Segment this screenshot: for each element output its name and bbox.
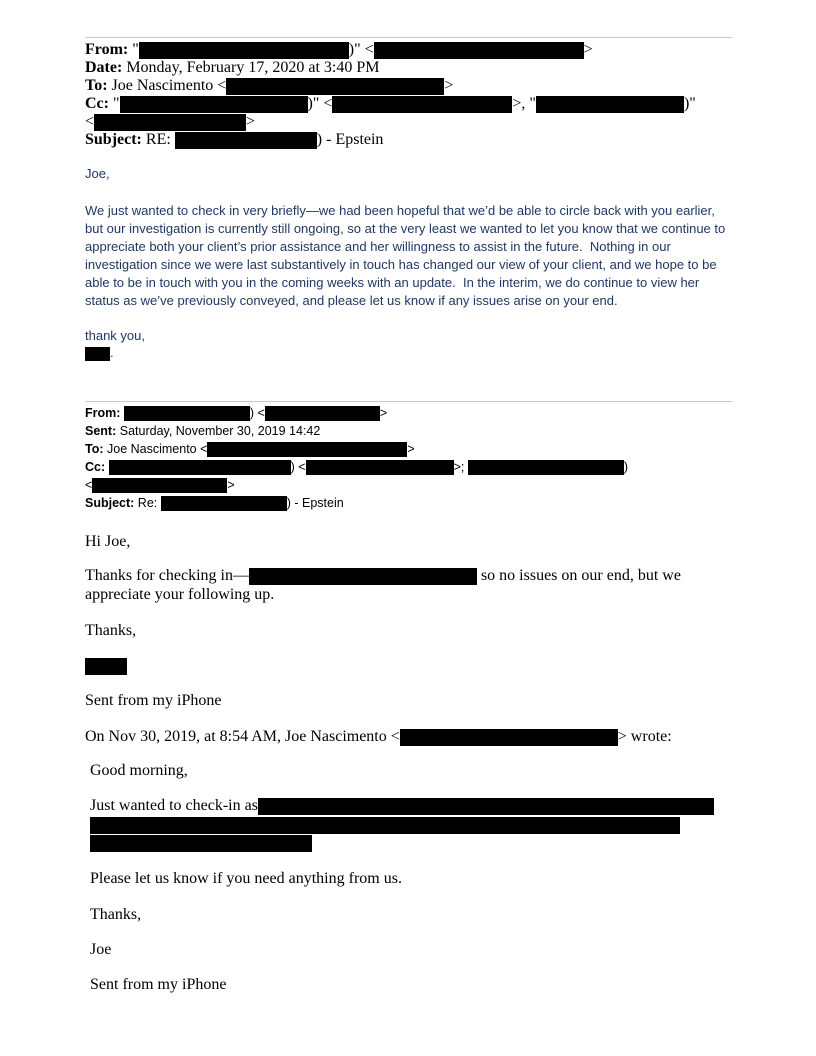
- to-value: Joe Nascimento <: [107, 442, 208, 456]
- redaction: [175, 132, 317, 149]
- quote-header-text: On Nov 30, 2019, at 8:54 AM, Joe Nascimento <: [85, 728, 400, 745]
- redaction: [161, 496, 287, 511]
- cc-open: <: [85, 478, 93, 492]
- cc-close: >: [246, 113, 256, 130]
- redaction: [249, 568, 477, 585]
- redaction: [139, 42, 349, 59]
- quoted-line-2: [90, 816, 680, 834]
- redaction: [207, 442, 407, 457]
- signature-period: .: [110, 345, 114, 360]
- from-separator: ) <: [249, 406, 265, 420]
- email2-from-line: [85, 406, 387, 421]
- quoted-sent-from: Sent from my iPhone: [90, 976, 227, 993]
- redaction: [90, 817, 680, 834]
- redaction: [306, 460, 454, 475]
- redaction: [85, 347, 110, 361]
- quoted-name: Joe: [90, 941, 112, 958]
- quoted-text: Just wanted to check-in as: [90, 797, 258, 814]
- quoted-line-1: [90, 797, 714, 815]
- redaction: [124, 406, 250, 421]
- email1-cc-line: [85, 95, 696, 113]
- cc-separator: ) <: [290, 460, 306, 474]
- body-text: so no issues on our end, but we: [480, 567, 681, 584]
- subject-label: Subject:: [85, 131, 142, 148]
- cc-separator: )" <: [307, 95, 333, 112]
- quoted-greeting: Good morning,: [90, 762, 188, 779]
- quote-header-text: > wrote:: [617, 728, 672, 745]
- date-label: Date:: [85, 59, 123, 76]
- redaction: [109, 460, 291, 475]
- redaction: [90, 835, 312, 852]
- redaction: [92, 478, 227, 493]
- email1-signature: [85, 345, 114, 361]
- email1-date-line: [85, 59, 379, 77]
- redaction: [120, 96, 308, 113]
- redaction: [258, 798, 714, 815]
- email1-subject-line: [85, 131, 383, 149]
- cc-quote: ": [112, 95, 120, 112]
- quoted-request: Please let us know if you need anything from us.: [90, 870, 402, 887]
- cc-label: Cc:: [85, 460, 106, 474]
- divider: [85, 401, 732, 402]
- email2-signature: [85, 657, 127, 675]
- sent-label: Sent:: [85, 424, 117, 438]
- from-label: From:: [85, 406, 121, 420]
- email2-greeting: Hi Joe,: [85, 533, 131, 550]
- email2-body-line-2: appreciate your following up.: [85, 586, 275, 603]
- email2-cc-line: [85, 460, 628, 475]
- redaction: [468, 460, 624, 475]
- from-close: >: [379, 406, 388, 420]
- to-label: To:: [85, 442, 104, 456]
- email1-cc-line-2: [85, 113, 255, 131]
- quote-header: [85, 728, 672, 746]
- redaction: [400, 729, 618, 746]
- to-value: Joe Nascimento <: [111, 77, 227, 94]
- divider: [85, 37, 732, 38]
- email1-closing: thank you,: [85, 328, 145, 343]
- redaction: [374, 42, 584, 59]
- to-close: >: [407, 442, 415, 456]
- cc-separator: ): [623, 460, 628, 474]
- quoted-closing: Thanks,: [90, 906, 142, 923]
- cc-separator: )": [683, 95, 696, 112]
- email2-closing: Thanks,: [85, 622, 137, 639]
- email2-cc-line-2: [85, 478, 235, 493]
- quoted-line-3: [90, 834, 312, 852]
- cc-separator: >;: [453, 460, 468, 474]
- email1-body: We just wanted to check in very briefly—we had been hopeful that we’d be able to circle back with you earlier, but our investigation is currently still ongoing, so at the very least we wanted to let you know that we continue to appreciate both your client’s prior assistance and her willingness to assist in the future. Nothing in our investigation since we were last substantively in touch has changed our view of your client, and we hope to be able to be in touch with you in the coming weeks with an update. In the interim, we do continue to view her status as we’ve previously conveyed, and please let us know if any issues arise on your end.: [85, 203, 726, 308]
- redaction: [85, 658, 127, 675]
- email2-sent-from: Sent from my iPhone: [85, 692, 222, 709]
- from-quote: ": [132, 41, 139, 58]
- email2-subject-line: [85, 496, 344, 511]
- sent-value: Saturday, November 30, 2019 14:42: [119, 424, 321, 438]
- redaction: [226, 78, 444, 95]
- to-close: >: [444, 77, 454, 94]
- to-label: To:: [85, 77, 108, 94]
- cc-open: <: [85, 113, 95, 130]
- email1-to-line: [85, 77, 453, 95]
- email2-body-line-1: [85, 567, 681, 585]
- email1-greeting: Joe,: [85, 166, 110, 181]
- subject-prefix: RE:: [145, 131, 171, 148]
- cc-label: Cc:: [85, 95, 109, 112]
- redaction: [536, 96, 684, 113]
- from-label: From:: [85, 41, 129, 58]
- date-value: Monday, February 17, 2020 at 3:40 PM: [126, 59, 380, 76]
- subject-suffix: ) - Epstein: [316, 131, 384, 148]
- email1-from-line: [85, 41, 593, 59]
- redaction: [265, 406, 380, 421]
- body-text: Thanks for checking in—: [85, 567, 249, 584]
- cc-separator: >, ": [512, 95, 536, 112]
- subject-label: Subject:: [85, 496, 135, 510]
- from-close: >: [583, 41, 593, 58]
- from-separator: )" <: [348, 41, 374, 58]
- redaction: [94, 114, 246, 131]
- email2-sent-line: [85, 424, 320, 438]
- subject-suffix: ) - Epstein: [286, 496, 344, 510]
- cc-close: >: [227, 478, 235, 492]
- subject-prefix: Re:: [137, 496, 158, 510]
- email2-to-line: [85, 442, 415, 457]
- redaction: [332, 96, 512, 113]
